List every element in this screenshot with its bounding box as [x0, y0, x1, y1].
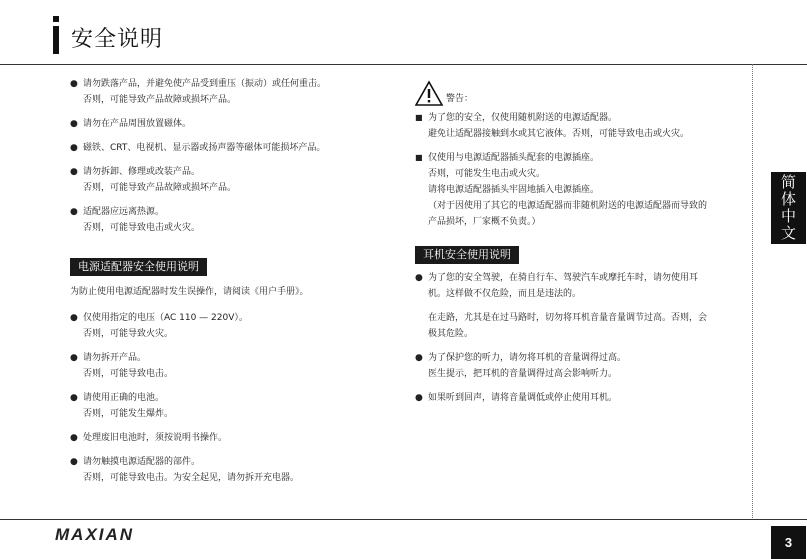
bullet-dot-icon: ● [415, 393, 423, 403]
list-item: ● 为了您的安全驾驶，在骑自行车、驾驶汽车或摩托车时，请勿使用耳 机。这样做不仅危险，而且是违法的。 [415, 270, 745, 302]
list-item: ● 请勿拆开产品。 否则，可能导致电击。 [70, 350, 370, 382]
list-item: ● 如果听到回声，请将音量调低或停止使用耳机。 [415, 390, 745, 406]
right-column [415, 76, 745, 414]
list-item: ■ 仅使用与电源适配器插头配套的电源插座。 否则，可能发生电击或火灾。 请将电源适配器插头牢固地插入电源插座。 （对于因使用了其它的电源适配器而非随机附送的电源适配器而导致的 产品损坏，厂家概不负责。） [415, 150, 745, 230]
sidebar-divider [752, 64, 753, 520]
bullet-square-icon: ■ [415, 153, 423, 162]
adapter-intro: 为防止使用电源适配器时发生误操作，请阅读《用户手册》。 [70, 287, 309, 297]
list-item: ● 请勿触摸电源适配器的部件。 否则，可能导致电击。为安全起见，请勿拆开充电器。 [70, 454, 370, 486]
bullet-dot-icon: ● [70, 353, 78, 363]
bullet-dot-icon: ● [70, 119, 78, 129]
bullet-square-icon: ■ [415, 113, 423, 122]
header-rule [0, 64, 807, 65]
bullet-dot-icon: ● [70, 457, 78, 467]
general-safety-list [70, 76, 370, 236]
bullet-dot-icon: ● [70, 433, 78, 443]
title-accent-bar [53, 26, 59, 54]
adapter-section-heading: 电源适配器安全使用说明 [70, 258, 207, 276]
bullet-dot-icon: ● [415, 273, 423, 283]
list-item: ● 适配器应远离热源。 否则，可能导致电击或火灾。 [70, 204, 370, 236]
bullet-dot-icon: ● [70, 313, 78, 323]
list-item: ● 请勿跌落产品，并避免使产品受到重压（振动）或任何重击。 否则，可能导致产品故障或损坏产品。 [70, 76, 370, 108]
brand-logo: MAXIAN [55, 525, 135, 544]
language-tab [771, 172, 806, 244]
list-item: ● 为了保护您的听力，请勿将耳机的音量调得过高。 医生提示，把耳机的音量调得过高会影响听力。 [415, 350, 745, 382]
list-item: ● 磁铁、CRT、电视机、显示器或扬声器等磁体可能损坏产品。 [70, 140, 370, 156]
left-column [70, 76, 370, 494]
warning-label: 警告： [446, 94, 474, 104]
earphone-safety-list [415, 270, 745, 302]
earphone-note: 在走路，尤其是在过马路时，切勿将耳机音量音量调节过高。否则，会 极其危险。 [428, 313, 708, 339]
bullet-dot-icon: ● [70, 143, 78, 153]
page-title: 安全说明 [71, 27, 164, 52]
bullet-dot-icon: ● [70, 79, 78, 89]
earphone-safety-list-continued [415, 350, 745, 406]
language-tab-char: 简 [780, 173, 796, 191]
warning-triangle-icon [415, 80, 443, 106]
bullet-dot-icon: ● [70, 207, 78, 217]
bullet-dot-icon: ● [415, 353, 423, 363]
language-tab-char: 体 [780, 190, 796, 208]
language-tab-char: 中 [780, 207, 796, 225]
list-item: ● 请勿拆卸、修理或改装产品。 否则，可能导致产品故障或损坏产品。 [70, 164, 370, 196]
list-item: ● 仅使用指定的电压（AC 110 — 220V）。 否则，可能导致火灾。 [70, 310, 370, 342]
bullet-dot-icon: ● [70, 167, 78, 177]
list-item: ■ 为了您的安全，仅使用随机附送的电源适配器。 避免让适配器接触到水或其它液体。否则，可能导致电击或火灾。 [415, 110, 745, 142]
earphone-section-heading: 耳机安全使用说明 [415, 246, 519, 264]
warning-list [415, 110, 745, 230]
language-tab-char: 文 [780, 224, 796, 242]
list-item: ● 请勿在产品周围放置磁体。 [70, 116, 370, 132]
adapter-safety-list [70, 310, 370, 486]
list-item: ● 处理废旧电池时，须按说明书操作。 [70, 430, 370, 446]
footer-rule [0, 519, 807, 520]
warning-header [415, 76, 745, 106]
list-item: ● 请使用正确的电池。 否则，可能发生爆炸。 [70, 390, 370, 422]
title-accent-tick [53, 16, 59, 22]
bullet-dot-icon: ● [70, 393, 78, 403]
page-number: 3 [771, 526, 806, 559]
